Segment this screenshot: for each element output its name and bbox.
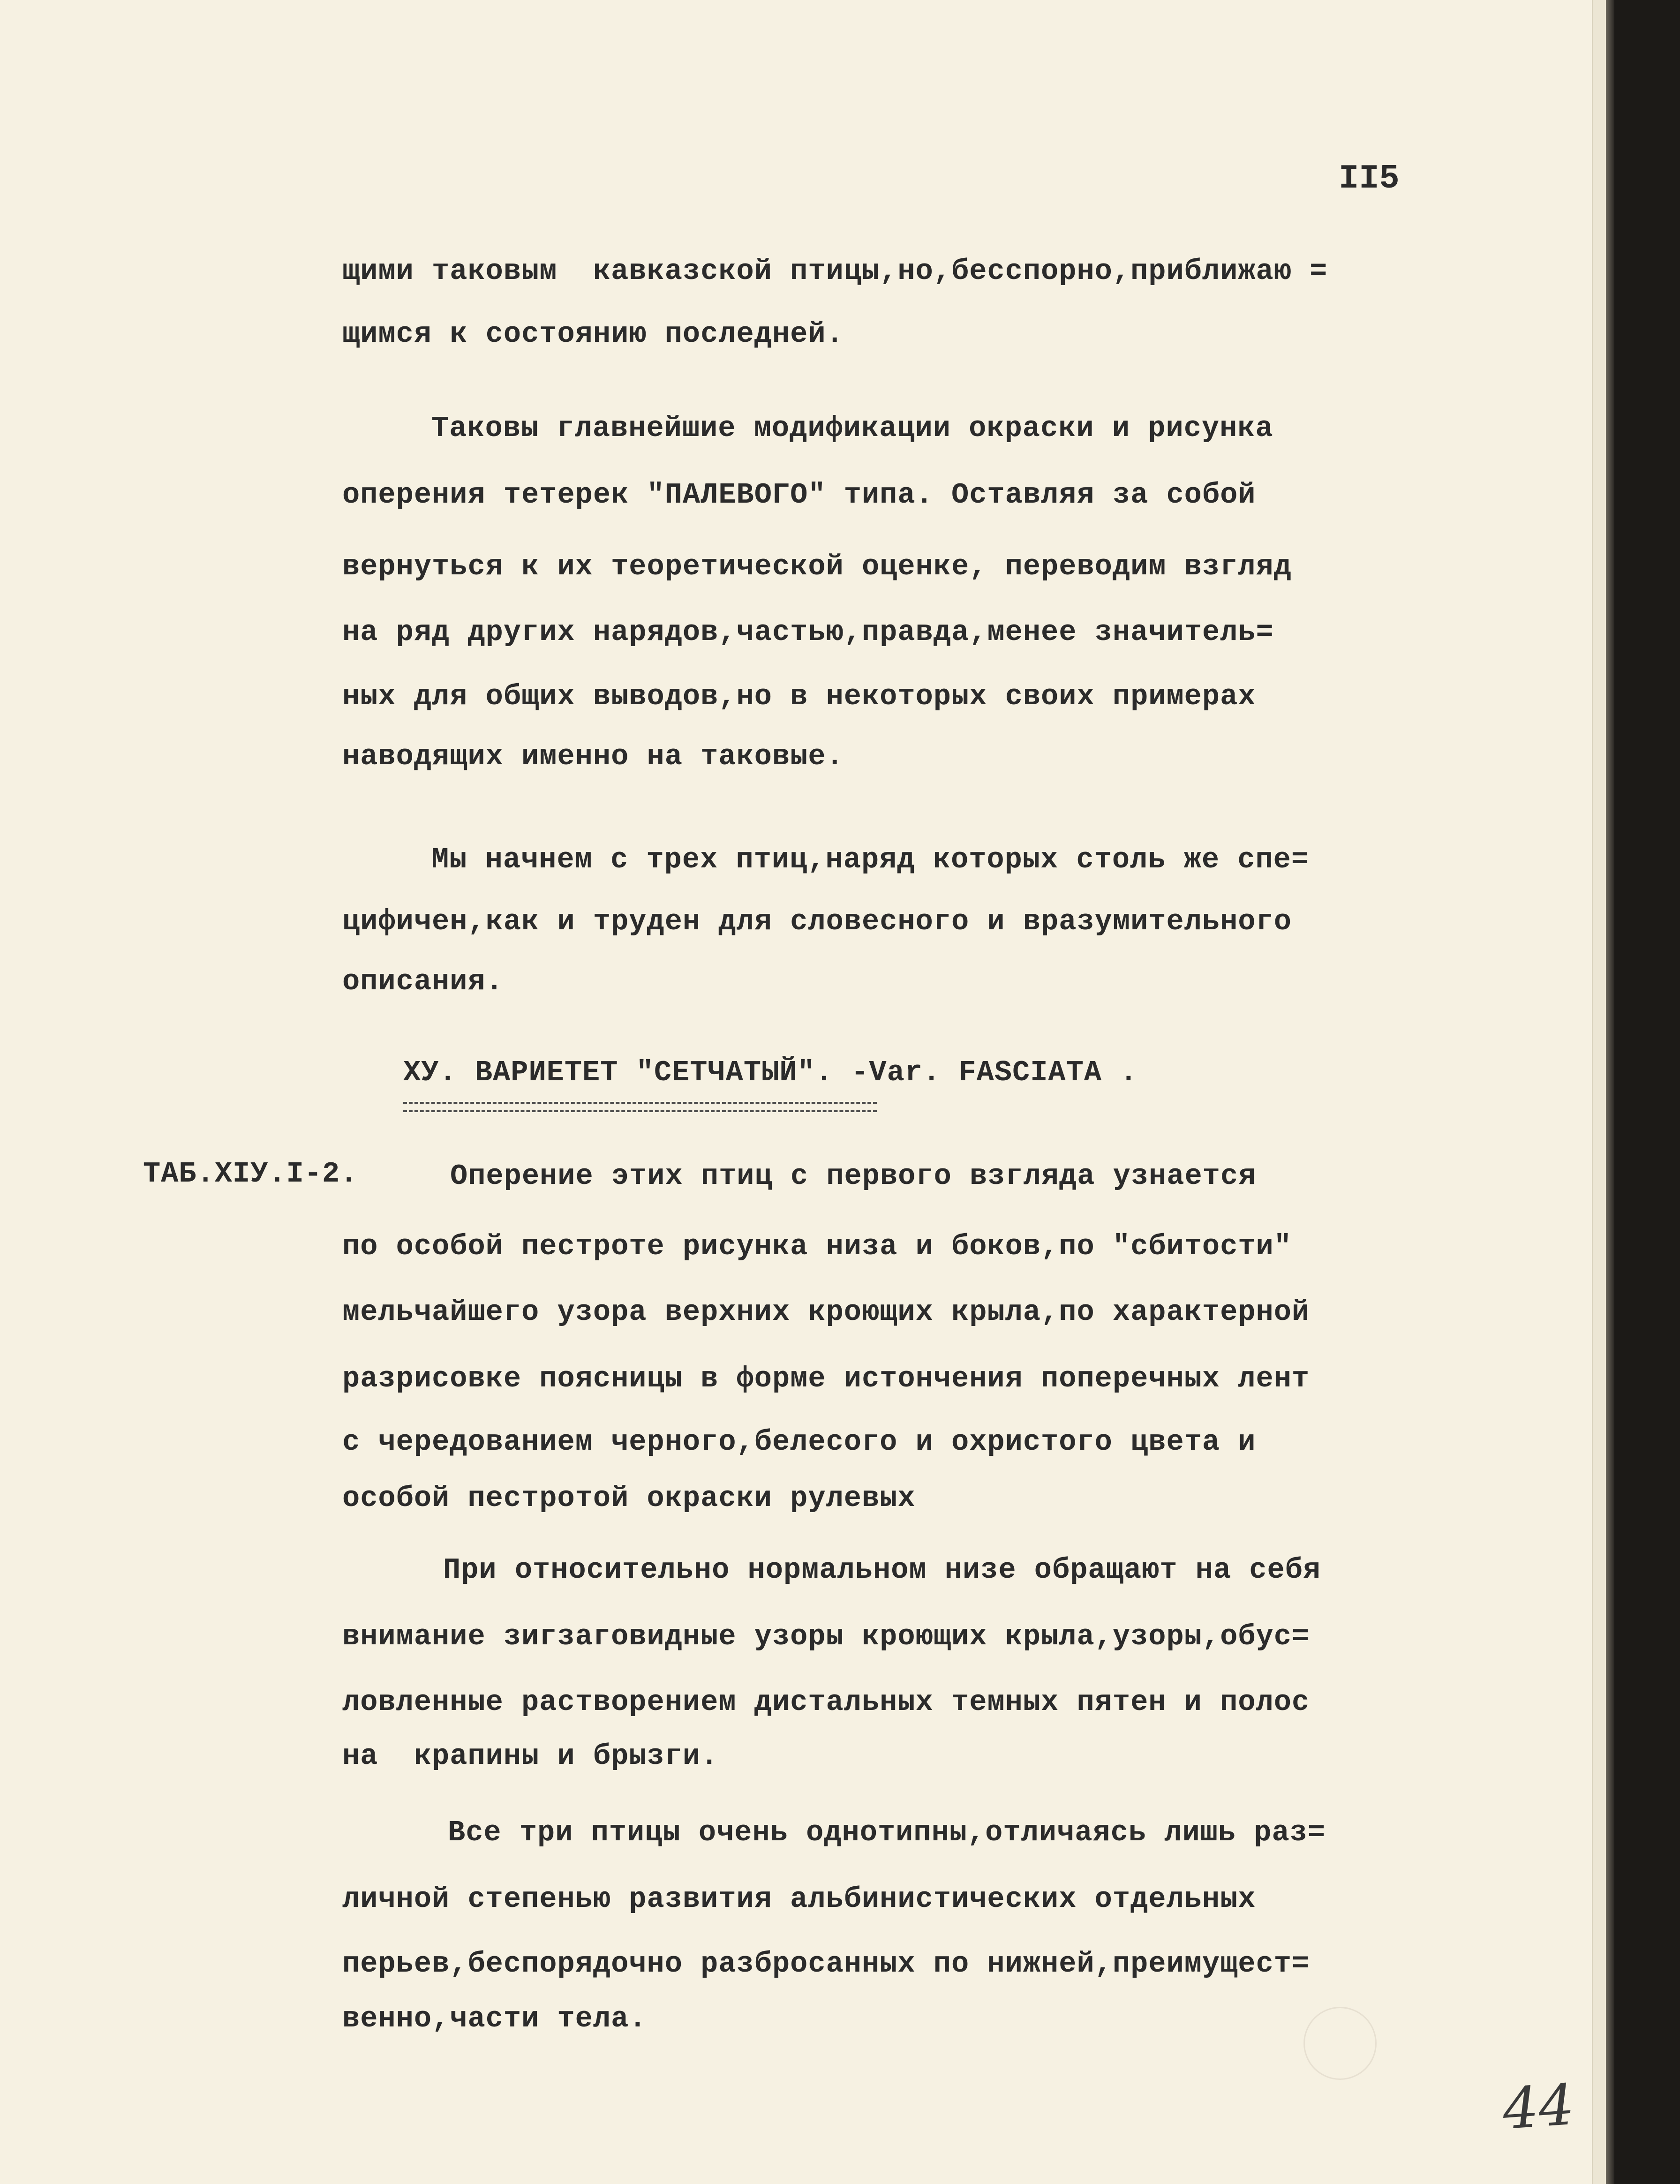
text-line: на ряд других нарядов,частью,правда,менее значитель= bbox=[342, 616, 1274, 649]
heading-double-underline bbox=[403, 1102, 877, 1112]
text-line: цифичен,как и труден для словесного и вразумительного bbox=[342, 905, 1292, 938]
text-line: внимание зигзаговидные узоры кроющих крыла,узоры,обус= bbox=[342, 1620, 1310, 1653]
text-line: При относительно нормальном низе обращают на себя bbox=[443, 1553, 1321, 1587]
text-line: ловленные растворением дистальных темных пятен и полос bbox=[342, 1686, 1310, 1719]
handwritten-folio-number: 44 bbox=[1500, 2072, 1577, 2143]
text-line: на крапины и брызги. bbox=[342, 1740, 719, 1773]
table-reference: ТАБ.ХIУ.I-2. bbox=[143, 1157, 358, 1190]
text-line: личной степенью развития альбинистических отдельных bbox=[342, 1883, 1256, 1916]
text-line: с чередованием черного,белесого и охристого цвета и bbox=[342, 1425, 1256, 1459]
faint-stamp-mark bbox=[1303, 2007, 1377, 2080]
section-heading: ХУ. ВАРИЕТЕТ "СЕТЧАТЫЙ". -Var. FASCIATA . bbox=[403, 1056, 1138, 1089]
text-line: по особой пестроте рисунка низа и боков,по "сбитости" bbox=[342, 1230, 1292, 1263]
text-line: наводящих именно на таковые. bbox=[342, 740, 844, 773]
text-line: Таковы главнейшие модификации окраски и рисунка bbox=[431, 412, 1273, 445]
text-line: мельчайшего узора верхних кроющих крыла,по характерной bbox=[342, 1295, 1310, 1329]
text-line: щими таковым кавказской птицы,но,бесспорно,приближаю = bbox=[342, 255, 1328, 288]
text-line: описания. bbox=[342, 965, 504, 998]
text-line: Мы начнем с трех птиц,наряд которых столь же спе= bbox=[431, 843, 1310, 876]
text-line: особой пестротой окраски рулевых bbox=[342, 1482, 916, 1515]
text-line: Оперение этих птиц с первого взгляда узнается bbox=[450, 1160, 1257, 1193]
text-line: ных для общих выводов,но в некоторых своих примерах bbox=[342, 680, 1256, 713]
text-line: перьев,беспорядочно разбросанных по нижней,преимущест= bbox=[342, 1947, 1310, 1981]
text-line: щимся к состоянию последней. bbox=[342, 317, 844, 351]
text-line: оперения тетерек "ПАЛЕВОГО" типа. Оставляя за собой bbox=[342, 478, 1256, 512]
text-line: разрисовке поясницы в форме истончения поперечных лент bbox=[342, 1362, 1310, 1395]
page-edge-shadow bbox=[1606, 0, 1614, 2184]
text-line: венно,части тела. bbox=[342, 2002, 647, 2035]
text-line: Все три птицы очень однотипны,отличаясь лишь раз= bbox=[448, 1816, 1326, 1849]
text-line: вернуться к их теоретической оценке, переводим взгляд bbox=[342, 550, 1292, 583]
page-number: II5 bbox=[1339, 159, 1400, 198]
underlying-page-edge bbox=[1592, 0, 1607, 2184]
